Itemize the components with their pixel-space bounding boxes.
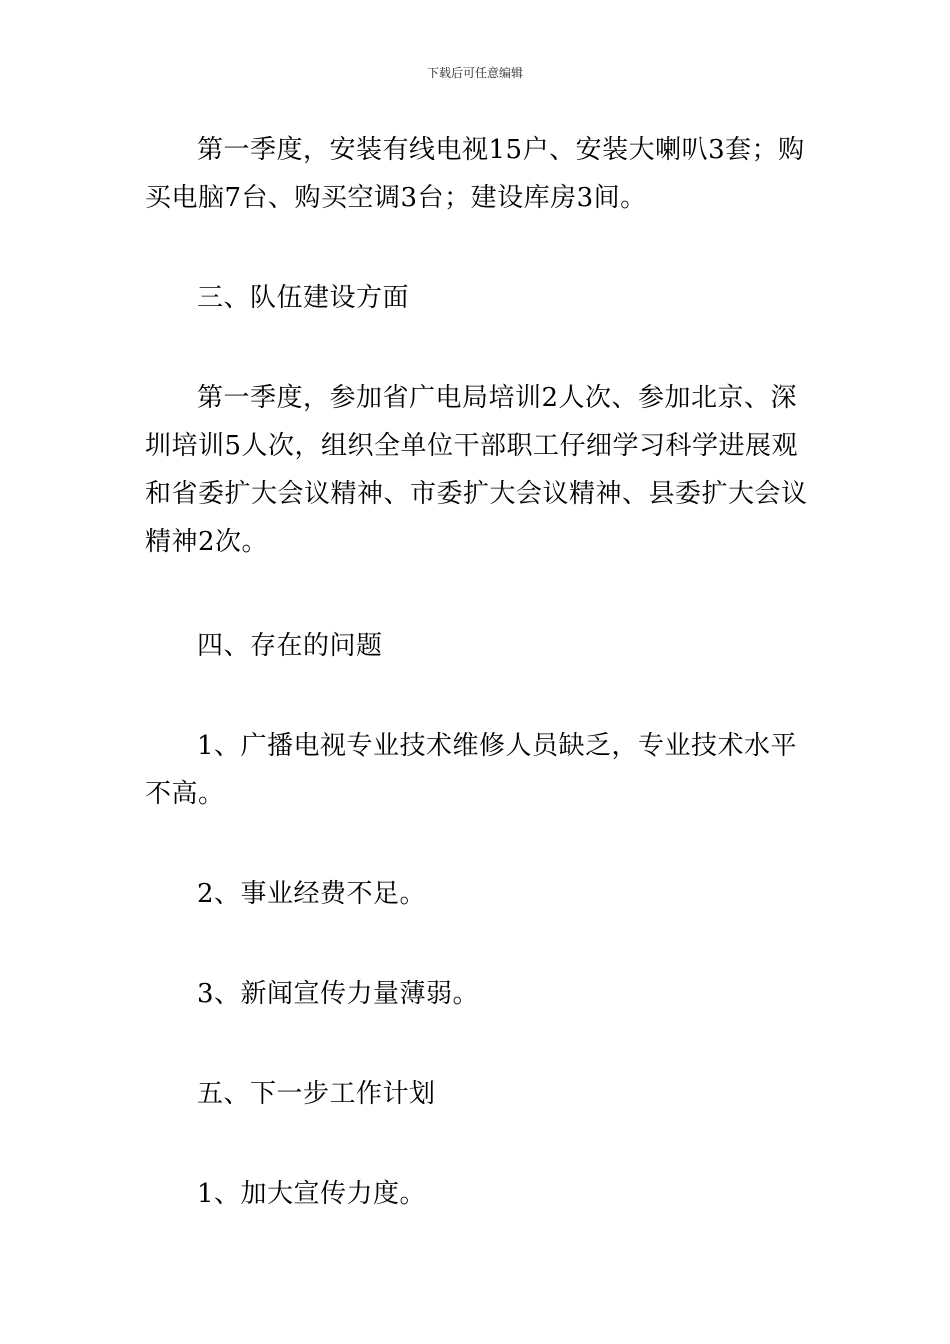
section-heading-existing-problems: 四、存在的问题: [197, 631, 383, 661]
section-heading-next-plan: 五、下一步工作计划: [197, 1079, 436, 1109]
paragraph-equipment-installation: 第一季度，安装有线电视15户、安装大喇叭3套；购买电脑7台、购买空调3台；建设库房3间。: [145, 135, 805, 213]
paragraph-training: 第一季度，参加省广电局培训2人次、参加北京、深圳培训5人次，组织全单位干部职工仔细学习科学进展观和省委扩大会议精神、市委扩大会议精神、县委扩大会议精神2次。: [145, 383, 808, 557]
problem-item-3: 3、新闻宣传力量薄弱。: [197, 979, 480, 1009]
plan-item-1: 1、加大宣传力度。: [197, 1179, 427, 1209]
problem-item-1: 1、广播电视专业技术维修人员缺乏，专业技术水平不高。: [145, 731, 798, 809]
section-heading-team-building: 三、队伍建设方面: [197, 283, 410, 313]
page-header: 下载后可任意编辑: [426, 66, 523, 80]
problem-item-2: 2、事业经费不足。: [197, 879, 427, 909]
